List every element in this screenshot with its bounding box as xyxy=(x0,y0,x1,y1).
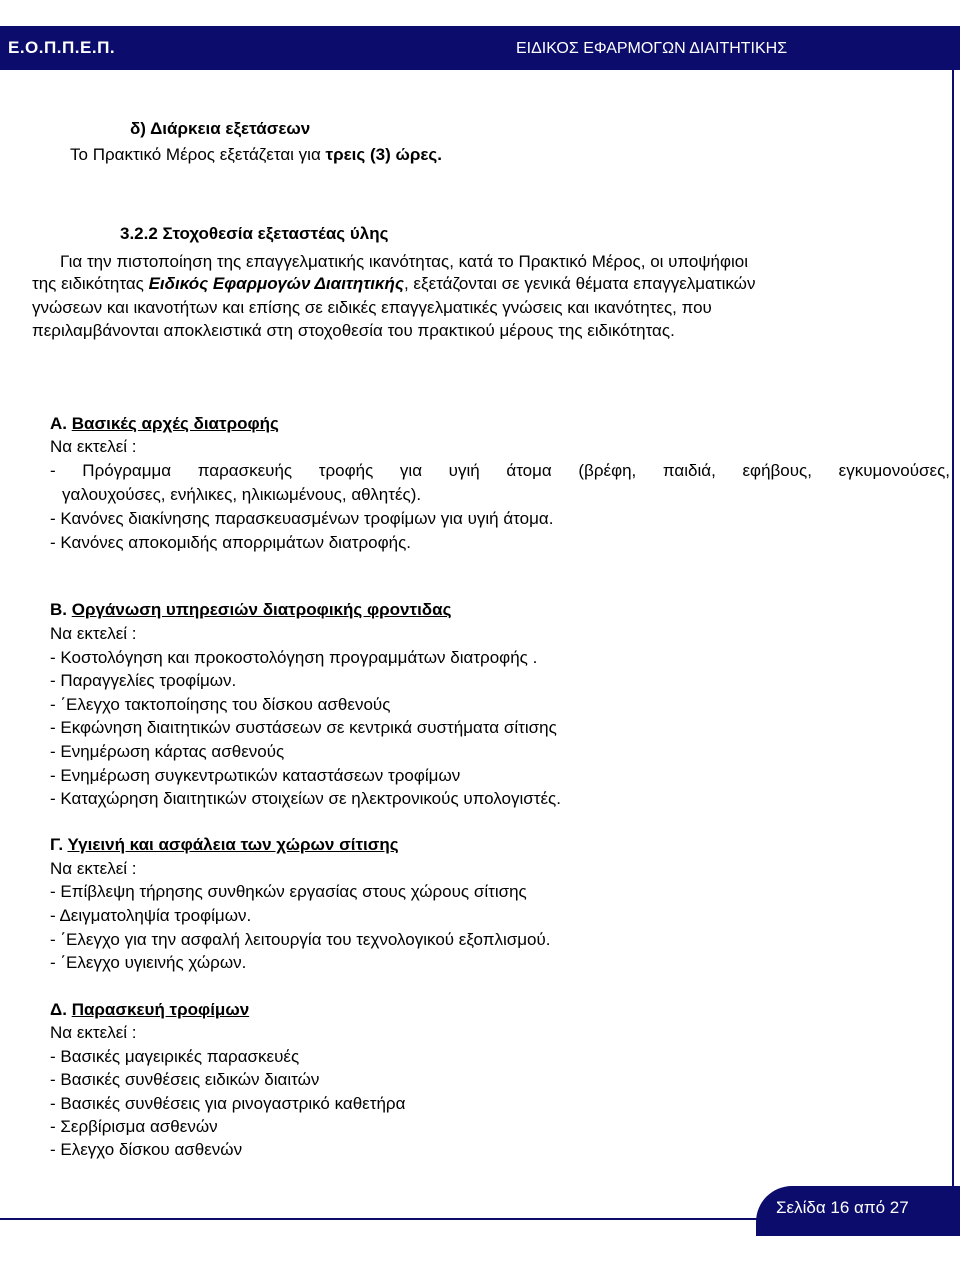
section-b-item: - Καταχώρηση διαιτητικών στοιχείων σε ηλεκτρονικούς υπολογιστές. xyxy=(50,789,561,808)
section-c-label: Να εκτελεί : xyxy=(50,859,137,878)
section-c-item: - ΄Ελεγχο για την ασφαλή λειτουργία του τεχνολογικού εξοπλισμού. xyxy=(50,930,551,949)
footer-box xyxy=(756,1186,960,1236)
section-b-label: Να εκτελεί : xyxy=(50,624,137,643)
section-b-title: Οργάνωση υπηρεσιών διατροφικής φροντιδας xyxy=(71,600,452,619)
section-c-letter: Γ. xyxy=(50,835,64,854)
section-c-item: - Δειγματοληψία τροφίμων. xyxy=(50,906,252,925)
objectives-line-2-suffix: , εξετάζονται σε γενικά θέματα επαγγελματικών xyxy=(403,274,756,293)
section-b-letter: Β. xyxy=(50,600,67,619)
objectives-line-3: γνώσεων και ικανοτήτων και επίσης σε ειδικές επαγγελματικές γνώσεις και ικανότητες, που xyxy=(32,298,712,317)
section-c-item: - Επίβλεψη τήρησης συνθηκών εργασίας στους χώρους σίτισης xyxy=(50,882,527,901)
section-d-title: Παρασκευή τροφίμων xyxy=(71,1000,250,1019)
section-b-item: - ΄Ελεγχο τακτοποίησης του δίσκου ασθενούς xyxy=(50,695,391,714)
header-bar xyxy=(0,26,960,70)
duration-text-prefix: Το Πρακτικό Μέρος εξετάζεται για xyxy=(70,145,326,164)
objectives-heading: 3.2.2 Στοχοθεσία εξεταστέας ύλης xyxy=(120,224,389,243)
section-d-item: - Βασικές μαγειρικές παρασκευές xyxy=(50,1047,300,1066)
right-frame-line xyxy=(952,60,954,1230)
section-b-item: - Κοστολόγηση και προκοστολόγηση προγραμμάτων διατροφής . xyxy=(50,648,538,667)
section-c-item: - ΄Ελεγχο υγιεινής χώρων. xyxy=(50,953,247,972)
section-d-letter: Δ. xyxy=(50,1000,67,1019)
section-b-item: - Παραγγελίες τροφίμων. xyxy=(50,671,237,690)
section-a-item: - Κανόνες διακίνησης παρασκευασμένων τροφίμων για υγιή άτομα. xyxy=(50,509,554,528)
objectives-line-1: Για την πιστοποίηση της επαγγελματικής ικανότητας, κατά το Πρακτικό Μέρος, οι υποψήφιοι xyxy=(60,252,748,271)
section-b-heading xyxy=(50,598,451,621)
section-d-item: - Βασικές συνθέσεις ειδικών διαιτών xyxy=(50,1070,320,1089)
duration-heading: δ) Διάρκεια εξετάσεων xyxy=(130,119,311,138)
objectives-line-4: περιλαμβάνονται αποκλειστικά στη στοχοθεσία του πρακτικού μέρους της ειδικότητας. xyxy=(32,321,675,340)
section-a-letter: Α. xyxy=(50,414,67,433)
section-a-item: γαλουχούσες, ενήλικες, ηλικιωμένους, αθλητές). xyxy=(62,485,422,504)
section-a-label: Να εκτελεί : xyxy=(50,437,137,456)
section-c-title: Υγιεινή και ασφάλεια των χώρων σίτισης xyxy=(67,835,399,854)
page-number: Σελίδα 16 από 27 xyxy=(776,1198,909,1217)
section-d-item: - Βασικές συνθέσεις για ρινογαστρικό καθετήρα xyxy=(50,1094,406,1113)
section-d-heading xyxy=(50,998,249,1021)
section-a-heading xyxy=(50,412,279,435)
header-title: ΕΙΔΙΚΟΣ ΕΦΑΡΜΟΓΩΝ ΔΙΑΙΤΗΤΙΚΗΣ xyxy=(516,40,788,57)
section-a-title: Βασικές αρχές διατροφής xyxy=(71,414,279,433)
objectives-line-2 xyxy=(32,272,755,295)
section-c-heading xyxy=(50,833,399,856)
section-a-item: - Κανόνες αποκομιδής απορριμάτων διατροφής. xyxy=(50,533,412,552)
header-org: Ε.Ο.Π.Π.Ε.Π. xyxy=(8,38,116,57)
section-a-item: - Πρόγραμμα παρασκευής τροφής για υγιή άτομα (βρέφη, παιδιά, εφήβους, εγκυμονούσες, xyxy=(50,461,950,480)
section-b-item: - Εκφώνηση διαιτητικών συστάσεων σε κεντρικά συστήματα σίτισης xyxy=(50,718,557,737)
specialty-name: Ειδικός Εφαρμογών Διαιτητικής xyxy=(148,274,404,293)
duration-text-bold: τρεις (3) ώρες. xyxy=(325,145,442,164)
section-b-item: - Ενημέρωση κάρτας ασθενούς xyxy=(50,742,285,761)
section-d-item: - Ελεγχο δίσκου ασθενών xyxy=(50,1140,243,1159)
section-b-item: - Ενημέρωση συγκεντρωτικών καταστάσεων τροφίμων xyxy=(50,766,461,785)
objectives-line-2-prefix: της ειδικότητας xyxy=(32,274,149,293)
section-d-item: - Σερβίρισμα ασθενών xyxy=(50,1117,218,1136)
duration-text xyxy=(70,143,442,166)
section-d-label: Να εκτελεί : xyxy=(50,1023,137,1042)
